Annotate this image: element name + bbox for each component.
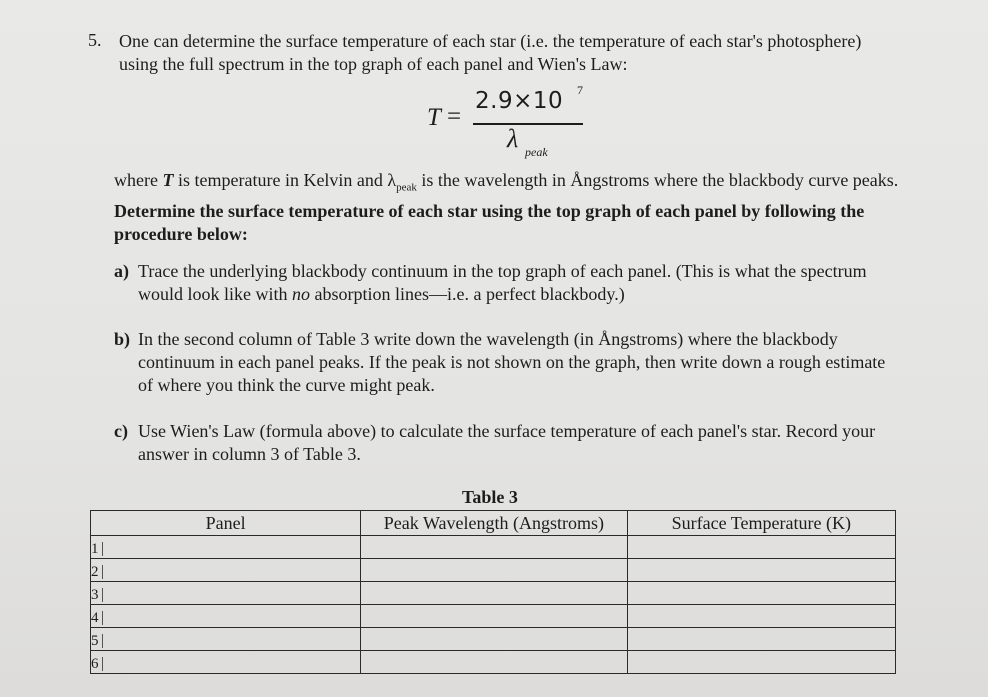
- formula-denominator: λ: [507, 124, 519, 153]
- header-peak-wavelength: Peak Wavelength (Angstroms): [361, 511, 627, 536]
- para-text-5: is the wavelength in Ångstroms where the blackbody curve peaks.: [416, 170, 899, 190]
- table-3: [90, 510, 896, 674]
- peak-wavelength-cell[interactable]: [361, 559, 627, 582]
- panel-number: 4: [91, 611, 103, 625]
- para-bold-instruction: Determine the surface temperature of each star using the top graph of each panel by following the procedure below:: [114, 200, 865, 244]
- step-a-text-3: absorption lines—i.e. a perfect blackbody.): [310, 284, 625, 304]
- table-row: [91, 582, 896, 605]
- step-text: Use Wien's Law (formula above) to calculate the surface temperature of each panel's star. Record your answer in column 3 of Table 3.: [138, 421, 876, 464]
- peak-wavelength-cell[interactable]: [361, 628, 627, 651]
- panel-number: 6: [91, 657, 103, 671]
- step-text: In the second column of Table 3 write down the wavelength (in Ångstroms) where the blackbody continuum in each panel peaks. If the peak is not shown on the graph, then write down a rough estimate of where you think the curve might peak.: [138, 329, 886, 395]
- table-caption: Table 3: [462, 487, 518, 507]
- step-a-emphasis: no: [292, 284, 310, 304]
- formula-numerator: 2.9×10: [475, 88, 564, 114]
- table-row: [91, 628, 896, 651]
- panel-number-cell: [91, 559, 361, 582]
- table-row: [91, 605, 896, 628]
- panel-number-cell: [91, 536, 361, 559]
- formula-subscript: peak: [525, 145, 548, 159]
- surface-temperature-cell[interactable]: [627, 582, 895, 605]
- formula-exponent: 7: [577, 83, 583, 97]
- table-header-row: [91, 511, 896, 536]
- question-intro: One can determine the surface temperature of each star (i.e. the temperature of each star's photosphere) using the full spectrum in the top graph of each panel and Wien's Law:: [119, 31, 862, 74]
- peak-wavelength-cell[interactable]: [361, 582, 627, 605]
- surface-temperature-cell[interactable]: [627, 651, 895, 674]
- panel-number-cell: [91, 651, 361, 674]
- panel-number: 2: [91, 565, 103, 579]
- step-marker: a): [114, 261, 129, 281]
- para-peak-subscript: peak: [396, 181, 417, 194]
- question-number: 5.: [88, 30, 102, 50]
- panel-number-cell: [91, 582, 361, 605]
- step-a-text-1: Trace the underlying blackbody continuum in the top graph of each panel. (This is what the spectrum would look like with: [138, 261, 867, 304]
- para-text-3: is temperature in Kelvin and λ: [173, 170, 397, 190]
- wiens-law-formula: [425, 83, 595, 159]
- step-text: [138, 260, 888, 306]
- surface-temperature-cell[interactable]: [627, 628, 895, 651]
- panel-number: 3: [91, 588, 103, 602]
- step-marker: b): [114, 329, 131, 349]
- para-T-symbol: T: [162, 170, 174, 190]
- table-row: [91, 536, 896, 559]
- formula-equals: =: [447, 103, 462, 130]
- header-panel: Panel: [91, 511, 361, 536]
- panel-number: 5: [91, 634, 103, 648]
- fraction-bar: [473, 123, 583, 125]
- formula-lhs: T: [427, 104, 441, 131]
- table-row: [91, 651, 896, 674]
- peak-wavelength-cell[interactable]: [361, 605, 627, 628]
- peak-wavelength-cell[interactable]: [361, 536, 627, 559]
- surface-temperature-cell[interactable]: [627, 605, 895, 628]
- surface-temperature-cell[interactable]: [627, 559, 895, 582]
- panel-number: 1: [91, 542, 103, 556]
- panel-number-cell: [91, 605, 361, 628]
- surface-temperature-cell[interactable]: [627, 536, 895, 559]
- explanation-paragraph: [114, 169, 904, 246]
- table-row: [91, 559, 896, 582]
- para-text-1: where: [114, 170, 163, 190]
- peak-wavelength-cell[interactable]: [361, 651, 627, 674]
- step-marker: c): [114, 421, 128, 441]
- header-surface-temperature: Surface Temperature (K): [627, 511, 895, 536]
- panel-number-cell: [91, 628, 361, 651]
